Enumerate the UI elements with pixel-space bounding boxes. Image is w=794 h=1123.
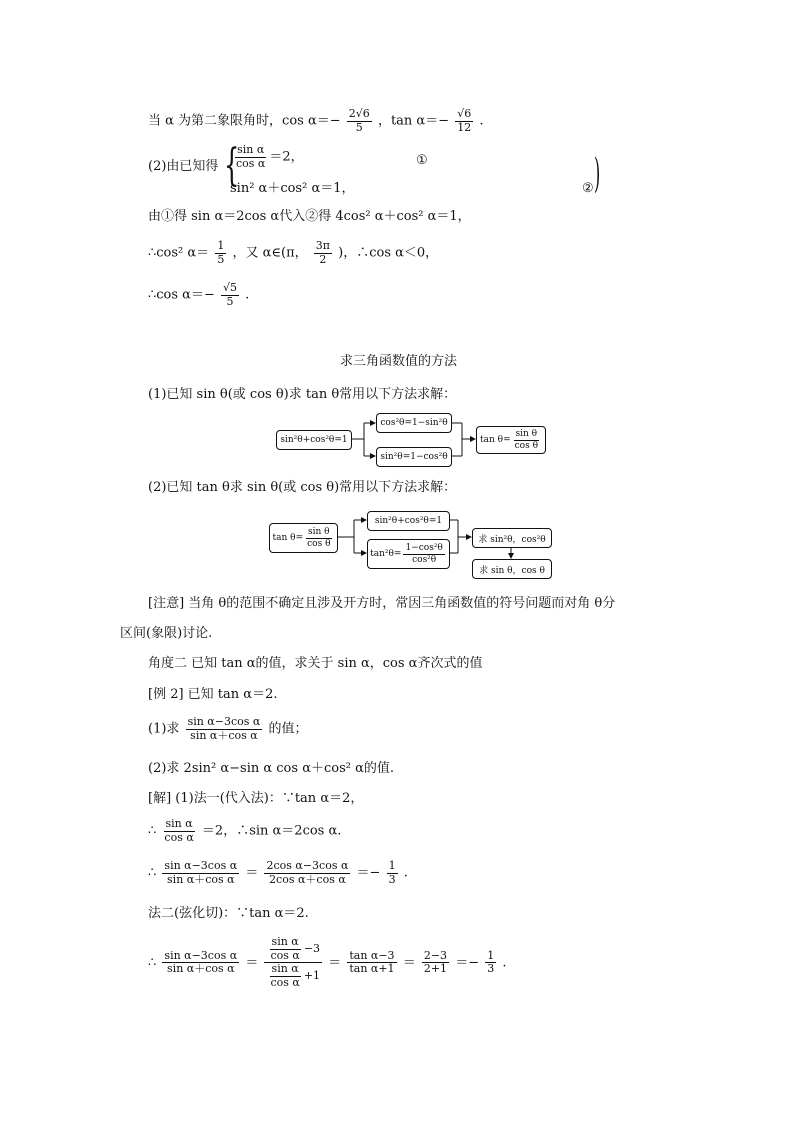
text: ∴cos α＝− <box>148 287 215 303</box>
numerator: 2−3 <box>423 948 448 962</box>
fraction <box>403 543 444 565</box>
text: . <box>245 287 250 303</box>
text: ＝2，∴sin α＝2cos α. <box>201 823 342 839</box>
box-find-sin2-cos2: 求 sin²θ，cos²θ <box>472 528 552 548</box>
system-eq2: sin² α＋cos² α＝1， <box>230 181 355 196</box>
fraction <box>162 860 239 886</box>
text: tan²θ= <box>370 549 402 559</box>
numerator: 1 <box>487 948 495 962</box>
fraction <box>513 429 540 451</box>
method-title: 求三角函数值的方法 <box>340 354 458 369</box>
text: ＝− <box>356 865 381 881</box>
denominator: 12 <box>457 120 472 134</box>
text: . <box>502 955 507 971</box>
fraction <box>162 950 239 976</box>
solution-step-5 <box>148 936 507 990</box>
box-pythagorean-identity: sin²θ+cos²θ=1 <box>276 430 352 450</box>
numerator: 1−cos²θ <box>405 543 443 554</box>
numerator: sin α <box>271 935 299 948</box>
box-cos2-expression: cos²θ=1−sin²θ <box>376 413 452 433</box>
compound-denominator <box>264 963 322 989</box>
denominator: 3 <box>487 962 495 976</box>
text: ∴ <box>148 823 157 839</box>
note-line-1: [注意] 当角 θ的范围不确定且涉及开方时，常因三角函数值的符号问题而对角 θ分 <box>148 596 616 611</box>
denominator: cos α <box>270 948 300 962</box>
text: 的值； <box>268 721 308 737</box>
numerator: sin θ <box>515 429 538 440</box>
denominator: cos α <box>236 156 266 170</box>
denominator: cos θ <box>514 440 538 451</box>
fraction <box>422 950 449 976</box>
method-p1: (1)已知 sin θ(或 cos θ)求 tan θ常用以下方法求解： <box>148 387 457 402</box>
text: ＝− <box>455 955 480 971</box>
fraction <box>387 860 398 886</box>
box-find-sin-cos: 求 sin θ，cos θ <box>472 559 552 579</box>
denominator: cos²θ <box>412 554 437 565</box>
example-2: [例 2] 已知 tan α＝2. <box>148 687 278 702</box>
fraction <box>268 936 301 962</box>
text: ＝2， <box>269 149 304 165</box>
text: ＝ <box>402 955 416 971</box>
numerator: sin α <box>237 143 265 156</box>
solution-step-2 <box>148 818 341 844</box>
denominator: 2+1 <box>423 962 448 976</box>
text: −3 <box>303 942 321 956</box>
text: )，∴cos α＜0， <box>338 245 439 261</box>
system-brace: { <box>224 140 240 191</box>
text: ∴ <box>148 955 157 971</box>
right-paren: ) <box>594 151 601 197</box>
text: ，又 α∈(π， <box>232 245 308 261</box>
denominator: cos α <box>270 975 300 989</box>
denominator: 5 <box>355 120 363 134</box>
text: . <box>479 113 484 129</box>
numerator: 2cos α−3cos α <box>266 859 349 872</box>
solution-method-1: [解] (1)法一(代入法)：∵tan α＝2， <box>148 791 364 806</box>
fraction <box>264 860 350 886</box>
note-line-2: 区间(象限)讨论. <box>120 626 213 641</box>
text: ＝ <box>328 955 342 971</box>
fraction <box>186 716 263 742</box>
question-2: (2)求 2sin² α−sin α cos α＋cos² α的值. <box>148 761 395 776</box>
mark-1: ① <box>416 153 428 168</box>
text: ＝ <box>245 865 259 881</box>
denominator: sin α＋cos α <box>167 962 235 976</box>
text: ＝ <box>245 955 259 971</box>
method-p2: (2)已知 tan θ求 sin θ(或 cos θ)常用以下方法求解： <box>148 480 457 495</box>
text: tan θ= <box>480 435 511 445</box>
angle2-heading: 角度二 已知 tan α的值，求关于 sin α，cos α齐次式的值 <box>148 656 483 671</box>
denominator: 5 <box>217 252 225 266</box>
fraction <box>305 527 332 549</box>
text: . <box>403 865 408 881</box>
line-given-system-label: (2)由已知得 <box>148 159 219 174</box>
denominator: sin α＋cos α <box>167 872 235 886</box>
numerator: sin α−3cos α <box>164 859 238 872</box>
text: +1 <box>303 969 321 983</box>
numerator: 1 <box>217 239 225 252</box>
box-tan-quotient-2 <box>269 523 338 553</box>
fraction <box>162 818 195 844</box>
text: ，tan α＝− <box>377 113 450 129</box>
denominator: sin α＋cos α <box>190 728 258 742</box>
line-substitution: 由①得 sin α＝2cos α代入②得 4cos² α＋cos² α＝1， <box>148 209 471 224</box>
numerator: sin α <box>165 817 193 830</box>
numerator: sin α−3cos α <box>187 715 261 728</box>
numerator: tan α−3 <box>349 948 395 962</box>
text: ∴cos² α＝ <box>148 245 210 261</box>
box-tan2-expression <box>367 539 450 569</box>
text: ∴ <box>148 865 157 881</box>
numerator: sin θ <box>308 527 330 538</box>
denominator: 3 <box>388 872 396 886</box>
box-tan-quotient <box>476 426 546 454</box>
text: tan θ= <box>272 533 304 543</box>
numerator: 3π <box>315 239 330 252</box>
fraction <box>347 950 396 976</box>
numerator: sin α <box>271 962 299 976</box>
fraction <box>485 950 496 976</box>
text: 当 α 为第二象限角时，cos α＝− <box>148 113 341 129</box>
box-sin2-expression: sin²θ=1−cos²θ <box>376 447 452 467</box>
text: (1)求 <box>148 721 180 737</box>
numerator: sin α−3cos α <box>164 948 238 962</box>
numerator: 2√6 <box>348 107 370 120</box>
denominator: 2cos α＋cos α <box>269 872 346 886</box>
denominator: 5 <box>226 294 234 308</box>
compound-fraction <box>264 936 322 990</box>
numerator: √6 <box>457 107 472 120</box>
denominator: cos α <box>164 830 194 844</box>
mark-2: ② <box>582 181 594 196</box>
solution-method-2: 法二(弦化切)：∵tan α＝2. <box>148 906 309 921</box>
fraction <box>268 963 301 989</box>
numerator: 1 <box>388 859 396 872</box>
question-1 <box>148 716 307 742</box>
solution-step-3 <box>148 860 408 886</box>
denominator: 2 <box>319 252 327 266</box>
compound-numerator <box>264 936 322 963</box>
numerator: √5 <box>223 281 238 294</box>
denominator: cos θ <box>307 538 331 549</box>
box-pythagorean-identity-2: sin²θ+cos²θ=1 <box>367 511 450 531</box>
denominator: tan α+1 <box>349 962 395 976</box>
